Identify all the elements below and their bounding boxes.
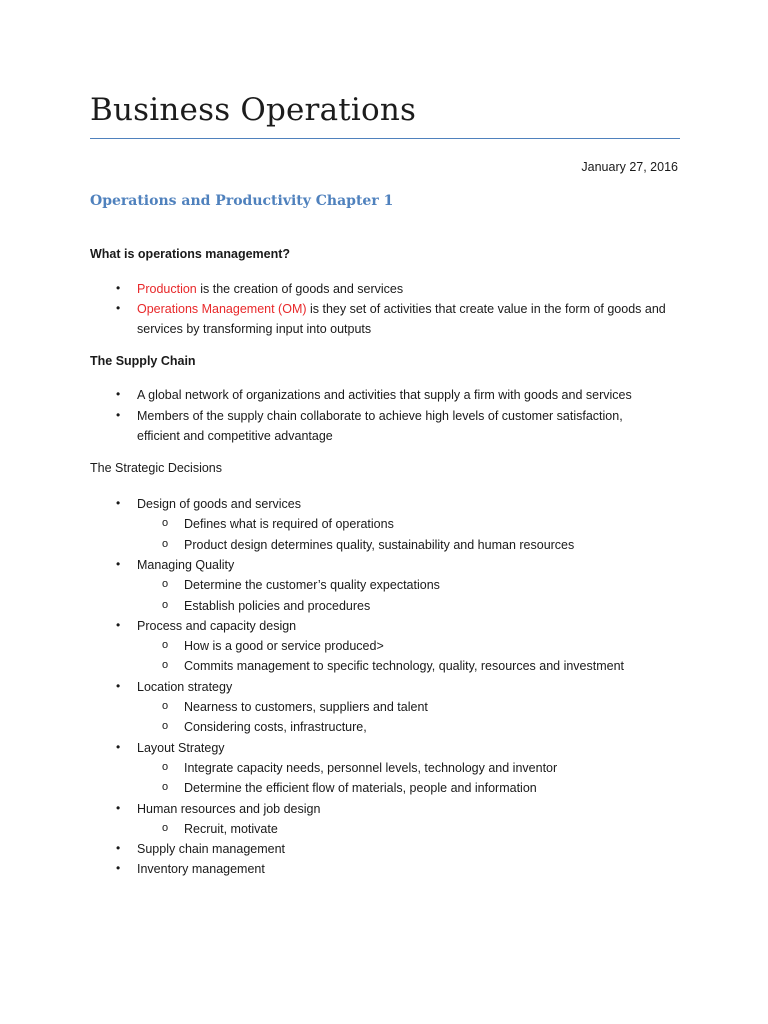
item-text: is the creation of goods and services [196,282,404,296]
term-highlight: Production [137,282,197,296]
list-item: Human resources and job design [137,801,321,816]
list-item: Location strategy [137,679,233,694]
bullet-marker: • [116,739,121,754]
bullet-marker: • [116,861,121,876]
bullet-marker: • [116,387,121,401]
sub-list-item: Determine the customer’s quality expectations [184,578,440,593]
sub-bullet-marker: o [162,537,169,550]
sub-bullet-marker: o [162,578,169,591]
list-item [137,279,682,299]
list-item: Design of goods and services [137,497,301,511]
sub-bullet-marker: o [162,517,169,530]
sub-list-item: Nearness to customers, suppliers and talent [184,700,428,714]
sub-list-item: Considering costs, infrastructure, [184,720,367,735]
section-label-supply-chain: The Supply Chain [90,354,196,368]
list-item: Managing Quality [137,557,235,572]
section-label-operations-management: What is operations management? [90,247,291,261]
sub-bullet-marker: o [162,700,169,712]
item-text-continuation: efficient and competitive advantage [137,429,333,443]
bullet-marker: • [116,617,121,632]
sub-bullet-marker: o [162,659,169,672]
bullet-marker: • [116,841,121,856]
list-item: Members of the supply chain collaborate to achieve high levels of customer satisfaction, [137,409,623,423]
item-text-continuation: services by transforming input into outputs [137,322,372,336]
sub-list-item: Defines what is required of operations [184,517,394,532]
sub-bullet-marker: o [162,598,169,611]
bullet-marker: • [116,408,121,422]
bullet-marker: • [116,301,121,315]
sub-list-item: Determine the efficient flow of materials, people and information [184,781,537,796]
document-title: Business Operations [90,92,417,128]
bullet-marker: • [116,556,121,571]
list-item [137,299,682,319]
bullet-marker: • [116,496,121,510]
list-item: Inventory management [137,862,265,877]
bullet-marker: • [116,678,121,693]
item-text: is they set of activities that create value in the form of goods and [306,302,666,316]
sub-list-item: How is a good or service produced> [184,639,384,654]
sub-list-item: Establish policies and procedures [184,598,371,613]
chapter-heading: Operations and Productivity Chapter 1 [90,193,394,209]
list-item: Supply chain management [137,842,286,857]
sub-bullet-marker: o [162,781,169,794]
section-label-strategic-decisions: The Strategic Decisions [90,461,223,475]
list-item: Process and capacity design [137,618,297,633]
sub-list-item: Product design determines quality, sustainability and human resources [184,537,575,552]
sub-list-item: Commits management to specific technology, quality, resources and investment [184,659,625,674]
list-item: Layout Strategy [137,740,225,755]
term-highlight: Operations Management (OM) [137,302,307,316]
sub-list-item: Integrate capacity needs, personnel levels, technology and inventor [184,760,558,775]
bullet-marker: • [116,281,121,295]
list-item: A global network of organizations and activities that supply a firm with goods and services [137,388,632,402]
sub-bullet-marker: o [162,821,169,834]
title-divider [90,138,680,139]
bullet-marker: • [116,800,121,815]
document-date: January 27, 2016 [581,160,678,174]
sub-bullet-marker: o [162,720,169,733]
sub-list-item: Recruit, motivate [184,821,278,836]
sub-bullet-marker: o [162,639,169,652]
sub-bullet-marker: o [162,760,169,773]
